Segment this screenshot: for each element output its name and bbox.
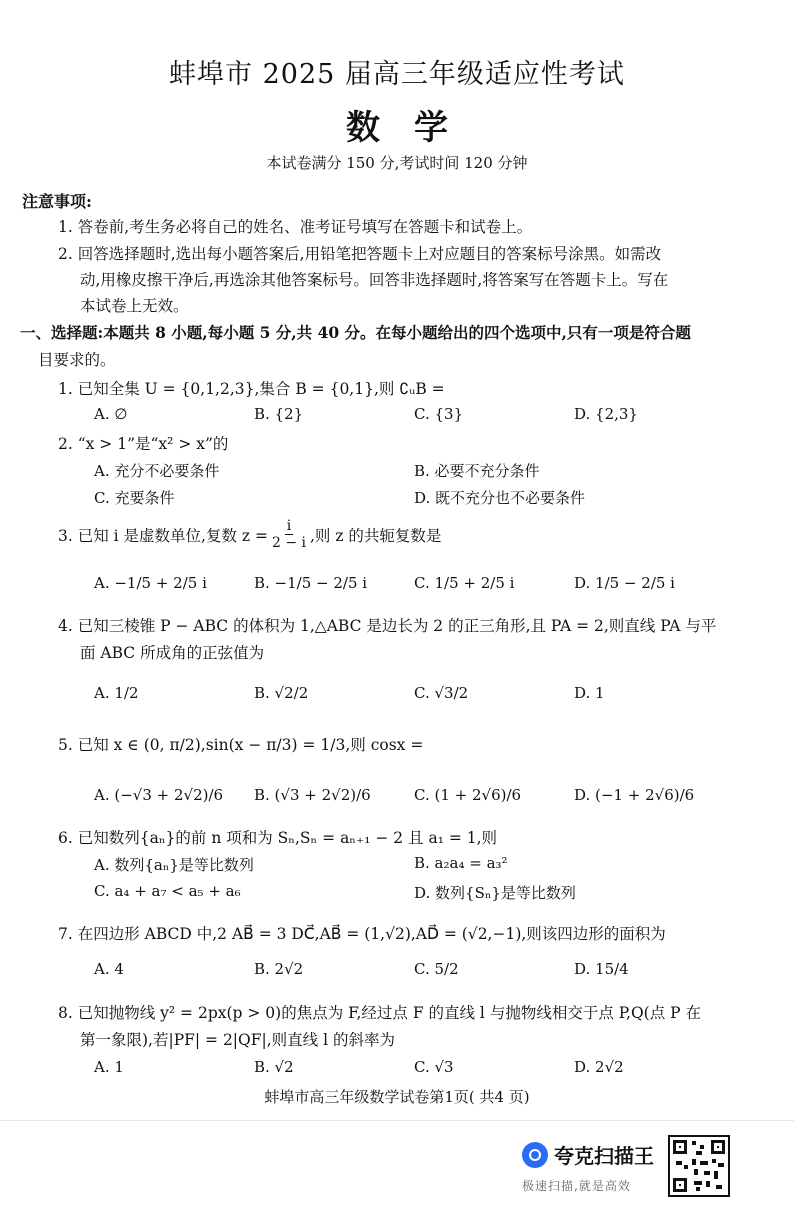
question-4-stem: 4. 已知三棱锥 P − ABC 的体积为 1,△ABC 是边长为 2 的正三角形,且 PA = 2,则直线 PA 与平 — [58, 617, 717, 635]
question-1-option-d: D. {2,3} — [574, 405, 638, 423]
question-3-option-d: D. 1/5 − 2/5 i — [574, 574, 675, 592]
exam-title: 蚌埠市 2025 届高三年级适应性考试 — [169, 59, 625, 90]
question-6-stem: 6. 已知数列{aₙ}的前 n 项和为 Sₙ,Sₙ = aₙ₊₁ − 2 且 a₁ = 1,则 — [58, 829, 498, 847]
section-heading: 一、选择题:本题共 8 小题,每小题 5 分,共 40 分。在每小题给出的四个选项中,只有一项是符合题 — [20, 323, 691, 342]
question-3-stem-post: ,则 z 的共轭复数是 — [309, 526, 442, 545]
scanner-logo-icon — [522, 1142, 548, 1168]
question-8-stem-cont: 第一象限),若|PF| = 2|QF|,则直线 l 的斜率为 — [80, 1031, 395, 1049]
question-8-option-a: A. 1 — [94, 1058, 124, 1076]
divider — [0, 1120, 794, 1121]
question-6-option-d: D. 数列{Sₙ}是等比数列 — [414, 884, 576, 902]
question-5-option-a: A. (−√3 + 2√2)/6 — [94, 786, 224, 804]
scanner-slogan: 极速扫描,就是高效 — [522, 1179, 631, 1193]
question-8-option-d: D. 2√2 — [574, 1058, 624, 1076]
question-5-option-c: C. (1 + 2√6)/6 — [414, 786, 522, 804]
question-3-option-a: A. −1/5 + 2/5 i — [94, 574, 207, 592]
question-3-option-c: C. 1/5 + 2/5 i — [414, 574, 515, 592]
question-7-option-a: A. 4 — [94, 960, 124, 978]
section-heading-cont: 目要求的。 — [38, 351, 116, 369]
question-2-stem: 2. “x > 1”是“x² > x”的 — [58, 435, 229, 453]
question-8-option-b: B. √2 — [254, 1058, 294, 1076]
question-5-stem: 5. 已知 x ∈ (0, π/2),sin(x − π/3) = 1/3,则 cosx = — [58, 736, 424, 754]
question-2-option-b: B. 必要不充分条件 — [414, 462, 540, 480]
exam-subject: 数学 — [346, 108, 482, 148]
question-3-option-b: B. −1/5 − 2/5 i — [254, 574, 368, 592]
question-5-option-b: B. (√3 + 2√2)/6 — [254, 786, 371, 804]
question-4-option-a: A. 1/2 — [94, 684, 139, 702]
question-7-option-c: C. 5/2 — [414, 960, 459, 978]
question-7-stem: 7. 在四边形 ABCD 中,2 AB⃗ = 3 DC⃗,AB⃗ = (1,√2),AD⃗ = (√2,−1),则该四边形的面积为 — [58, 925, 666, 943]
notice-heading: 注意事项: — [22, 192, 92, 211]
question-1-stem: 1. 已知全集 U = {0,1,2,3},集合 B = {0,1},则 ∁ᵤB = — [58, 380, 445, 398]
fraction-numerator: i — [286, 518, 292, 534]
question-6-option-b: B. a₂a₄ = a₃² — [414, 854, 508, 872]
question-2-option-c: C. 充要条件 — [94, 489, 175, 507]
question-1-option-b: B. {2} — [254, 405, 304, 423]
question-6-option-c: C. a₄ + a₇ < a₅ + a₆ — [94, 882, 241, 900]
question-4-option-c: C. √3/2 — [414, 684, 469, 702]
fraction-denominator: 2 − i — [271, 535, 306, 552]
question-4-option-b: B. √2/2 — [254, 684, 309, 702]
notice-item: 本试卷上无效。 — [80, 297, 189, 315]
scanner-brand: 夸克扫描王 — [554, 1144, 654, 1168]
question-8-stem: 8. 已知抛物线 y² = 2px(p > 0)的焦点为 F,经过点 F 的直线 l 与抛物线相交于点 P,Q(点 P 在 — [58, 1004, 701, 1022]
notice-item: 动,用橡皮擦干净后,再选涂其他答案标号。回答非选择题时,将答案写在答题卡上。写在 — [80, 271, 669, 289]
notice-item: 1. 答卷前,考生务必将自己的姓名、准考证号填写在答题卡和试卷上。 — [58, 218, 533, 236]
question-1-option-a: A. ∅ — [94, 405, 128, 423]
question-6-option-a: A. 数列{aₙ}是等比数列 — [94, 856, 254, 874]
question-1-option-c: C. {3} — [414, 405, 464, 423]
question-3-stem-pre: 3. 已知 i 是虚数单位,复数 z = — [58, 526, 268, 545]
notice-item: 2. 回答选择题时,选出每小题答案后,用铅笔把答题卡上对应题目的答案标号涂黑。如需改 — [58, 245, 662, 263]
scanner-logo — [522, 1140, 654, 1169]
question-3-fraction — [270, 518, 308, 551]
question-3-stem — [58, 518, 441, 551]
question-7-option-d: D. 15/4 — [574, 960, 629, 978]
question-4-stem-cont: 面 ABC 所成角的正弦值为 — [80, 644, 265, 662]
qr-pattern — [670, 1137, 728, 1195]
page-footer: 蚌埠市高三年级数学试卷第1页( 共4 页) — [264, 1088, 530, 1106]
exam-info: 本试卷满分 150 分,考试时间 120 分钟 — [266, 154, 528, 172]
question-2-option-d: D. 既不充分也不必要条件 — [414, 489, 586, 507]
question-4-option-d: D. 1 — [574, 684, 605, 702]
question-2-option-a: A. 充分不必要条件 — [94, 462, 220, 480]
qr-code-icon — [668, 1135, 730, 1197]
question-5-option-d: D. (−1 + 2√6)/6 — [574, 786, 695, 804]
question-7-option-b: B. 2√2 — [254, 960, 304, 978]
question-8-option-c: C. √3 — [414, 1058, 454, 1076]
